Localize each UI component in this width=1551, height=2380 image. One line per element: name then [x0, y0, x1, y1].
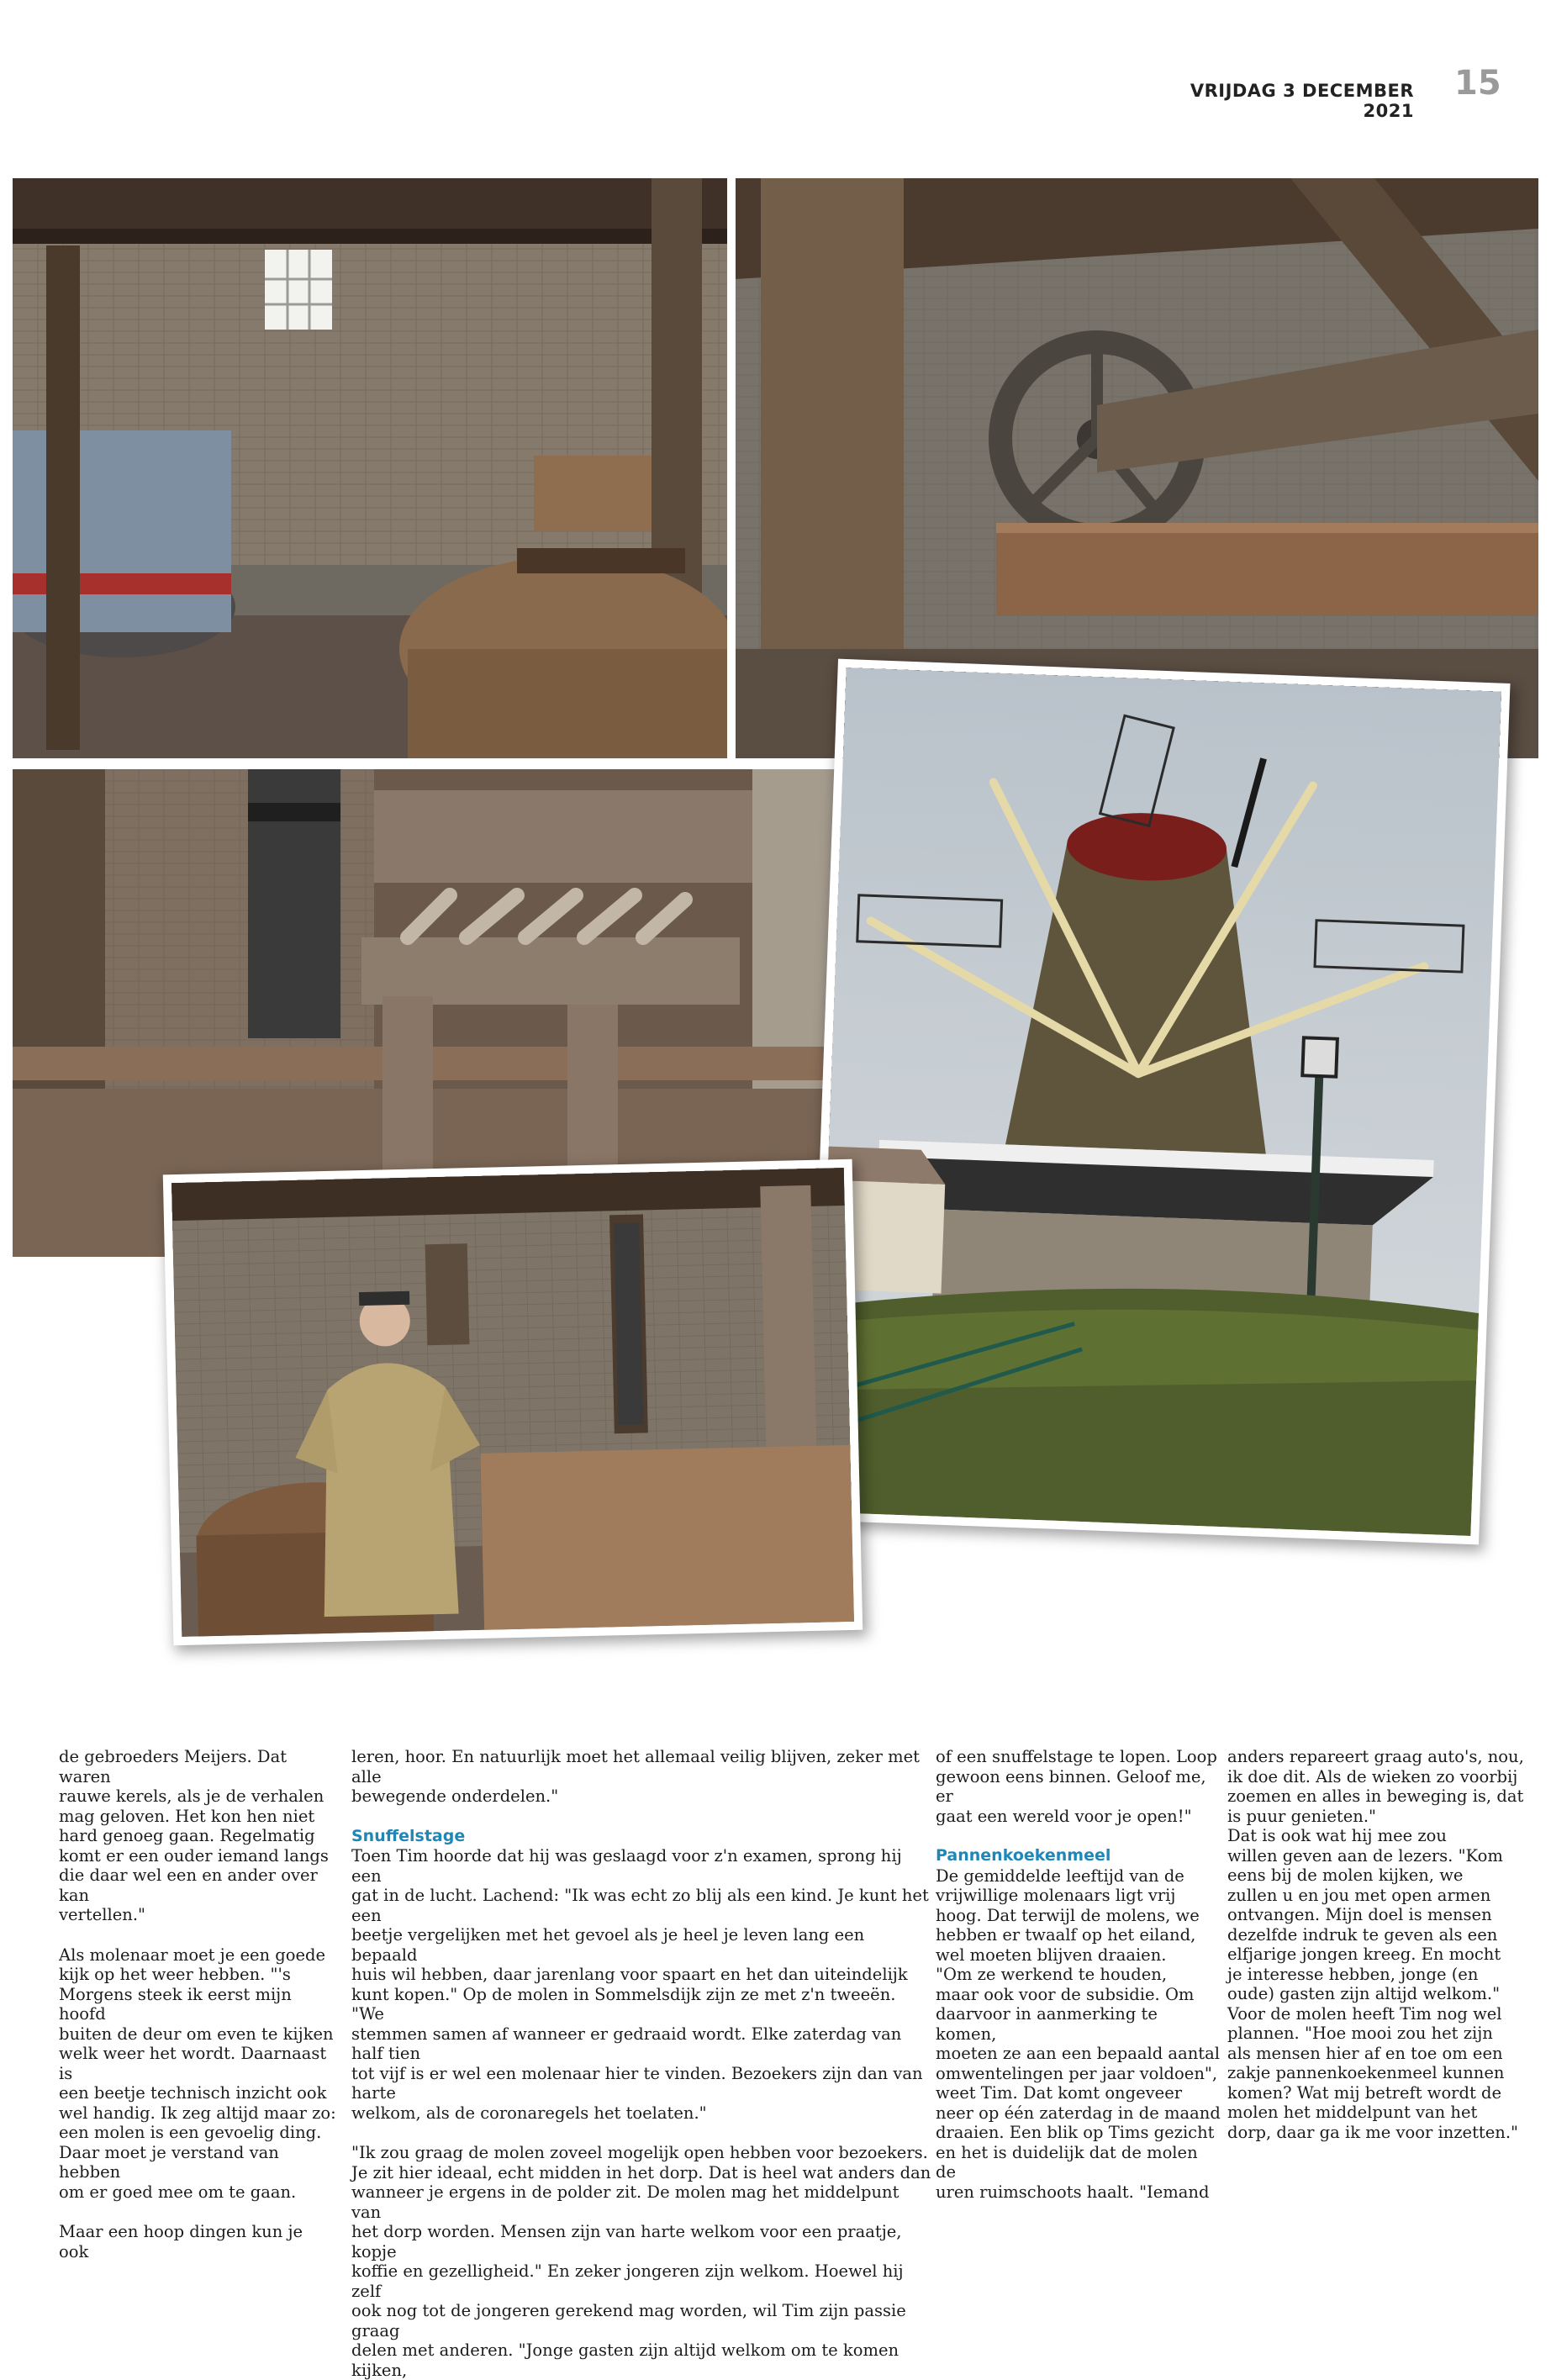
- page-number: 15: [1454, 64, 1501, 103]
- issue-date: VRIJDAG 3 DECEMBER 2021: [1190, 81, 1414, 121]
- photo-windmill-exterior: [815, 668, 1501, 1536]
- body-paragraph: leren, hoor. En natuurlijk moet het allemaal veilig blijven, zeker met alle bewegende onderdelen.": [351, 1747, 920, 1806]
- body-paragraph: anders repareert graag auto's, nou, ik doe dit. Als de wieken zo voorbij zoemen en alles in beweging is, dat is puur genieten." Dat is ook wat hij mee zou willen geven aan de lezers. "Kom eens bij de molen kijken, we zullen u en jou met open armen ontvangen. Mijn doel is mensen dezelfde indruk te geven als een elfjarige jongen kreeg. En mocht je interesse hebben, jonge (en oude) gasten zijn altijd welkom." Voor de molen heeft Tim nog wel plannen. "Hoe mooi zou het zijn als mensen hier af en toe om een zakje pannenkoekenmeel kunnen komen? Wat mij betreft wordt de molen het middelpunt van het dorp, daar ga ik me voor inzetten.": [1227, 1747, 1524, 2142]
- text-column-2: [351, 1747, 931, 2380]
- photo-miller-portrait: [171, 1168, 854, 1637]
- photo-mill-interior-millstones: [13, 178, 727, 758]
- body-paragraph: de gebroeders Meijers. Dat waren rauwe kerels, als je de verhalen mag geloven. Het kon hen niet hard genoeg gaan. Regelmatig komt er een ouder iemand langs die daar wel een en ander over kan vertellen.": [59, 1747, 329, 1924]
- body-paragraph: De gemiddelde leeftijd van de vrijwillige molenaars ligt vrij hoog. Dat terwijl de molens, we hebben er twaalf op het eiland, wel moeten blijven draaien. "Om ze werkend te houden, maar ook voor de subsidie. Om daarvoor in aanmerking te komen, moeten ze aan een bepaald aantal omwentelingen per jaar voldoen", weet Tim. Dat komt ongeveer neer op één zaterdag in de maand draaien. Een blik op Tims gezicht en het is duidelijk dat de molen de uren ruimschoots haalt. "Iemand: [936, 1865, 1221, 2202]
- body-paragraph: Maar een hoop dingen kun je ook: [59, 2222, 303, 2261]
- text-column-1: [59, 1747, 336, 2261]
- body-paragraph: Toen Tim hoorde dat hij was geslaagd voor z'n examen, sprong hij een gat in de lucht. Lachend: "Ik was echt zo blij als een kind. Je kunt het een beetje vergelijken met het gevoel als je heel je leven lang een bepaald huis wil hebben, daar jarenlang voor spaart en het dan uiteindelijk kunt kopen." Op de molen in Sommelsdijk zijn ze met z'n tweeën. "We stemmen samen af wanneer er gedraaid wordt. Elke zaterdag van half tien tot vijf is er wel een molenaar hier te vinden. Bezoekers zijn dan van harte welkom, als de coronaregels het toelaten.": [351, 1846, 929, 2123]
- section-subheading: Pannenkoekenmeel: [936, 1846, 1111, 1865]
- body-paragraph: of een snuffelstage te lopen. Loop gewoon eens binnen. Geloof me, er gaat een wereld voor je open!": [936, 1747, 1217, 1826]
- body-paragraph: "Ik zou graag de molen zoveel mogelijk open hebben voor bezoekers. Je zit hier ideaal, echt midden in het dorp. Dat is heel wat anders dan wanneer je ergens in de polder zit. De molen mag het middelpunt van het dorp worden. Mensen zijn van harte welkom voor een praatje, kopje koffie en gezelligheid." En zeker jongeren zijn welkom. Hoewel hij zelf ook nog tot de jongeren gerekend mag worden, wil Tim zijn passie graag delen met anderen. "Jonge gasten zijn altijd welkom om te komen kijken,: [351, 2143, 931, 2380]
- text-column-4: [1227, 1747, 1534, 2142]
- body-paragraph: Als molenaar moet je een goede kijk op het weer hebben. "'s Morgens steek ik eerst mijn hoofd buiten de deur om even te kijken welk weer het wordt. Daarnaast is een beetje technisch inzicht ook wel handig. Ik zeg altijd maar zo: een molen is een gevoelig ding. Daar moet je verstand van hebben om er goed mee om te gaan.: [59, 1945, 336, 2202]
- text-column-3: [936, 1747, 1221, 2202]
- section-subheading: Snuffelstage: [351, 1826, 466, 1845]
